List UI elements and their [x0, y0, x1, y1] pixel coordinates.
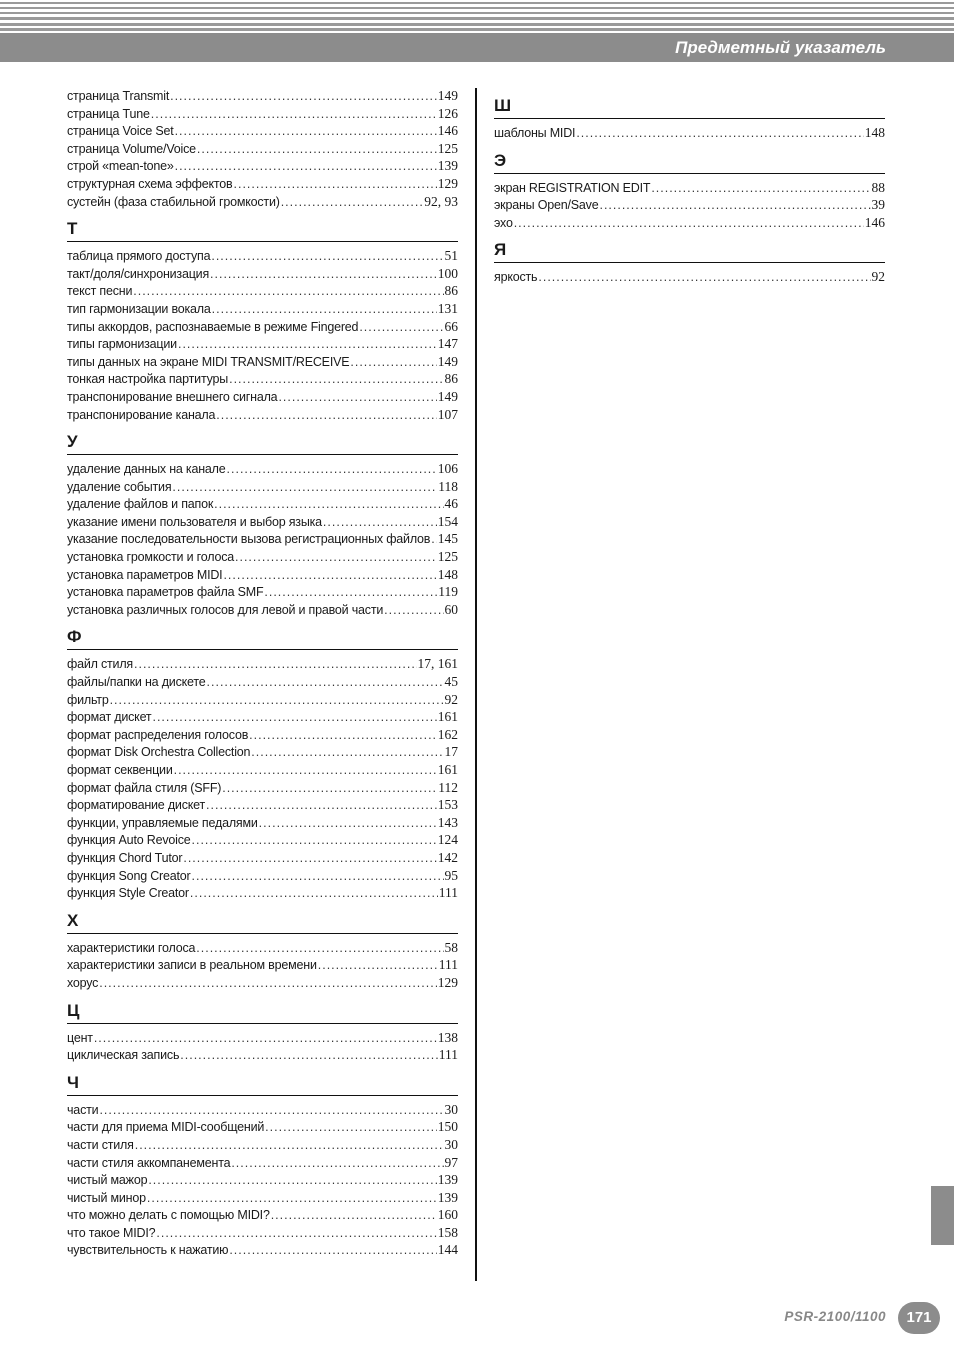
index-entry	[67, 335, 458, 353]
entry-page: 129	[437, 974, 458, 990]
entry-term: цент	[67, 1030, 93, 1045]
section-letter: Ч	[67, 1072, 79, 1092]
entry-page: 17, 161	[417, 656, 458, 672]
dot-leader	[151, 106, 437, 124]
entry-page: 92	[871, 269, 885, 285]
header-stripe	[0, 12, 954, 14]
index-entry	[67, 1118, 458, 1136]
index-entry	[494, 124, 885, 142]
dot-leader	[265, 1119, 437, 1137]
index-entry	[67, 939, 458, 957]
section-letter: Я	[494, 240, 507, 260]
dot-leader	[229, 371, 443, 389]
dot-leader	[251, 744, 443, 762]
index-section	[494, 231, 885, 286]
index-entry	[67, 655, 458, 673]
index-entry	[67, 743, 458, 761]
entry-page: 144	[437, 1242, 458, 1258]
entry-term: строй «mean-tone»	[67, 159, 174, 174]
dot-leader	[235, 549, 437, 567]
dot-leader	[264, 584, 437, 602]
dot-leader	[350, 354, 436, 372]
dot-leader	[323, 514, 437, 532]
entry-page: 92, 93	[424, 193, 458, 209]
index-entry	[67, 796, 458, 814]
index-entry	[67, 779, 458, 797]
index-entry	[67, 1206, 458, 1224]
dot-leader	[197, 141, 437, 159]
section-rule	[67, 649, 458, 650]
entry-page: 131	[437, 300, 458, 316]
entry-term: части для приема MIDI-сообщений	[67, 1120, 265, 1135]
dot-leader	[172, 479, 437, 497]
entry-page: 148	[437, 566, 458, 582]
header-stripe	[0, 23, 954, 26]
entry-page: 111	[438, 885, 458, 901]
entry-term: тип гармонизации вокала	[67, 301, 211, 316]
index-entry	[67, 726, 458, 744]
index-entry	[494, 179, 885, 197]
entry-page: 17	[444, 744, 458, 760]
dot-leader	[216, 407, 436, 425]
dot-leader	[183, 850, 436, 868]
dot-leader	[234, 176, 437, 194]
index-entry	[67, 956, 458, 974]
index-entry	[67, 1029, 458, 1047]
index-entry	[67, 849, 458, 867]
index-entry	[67, 247, 458, 265]
dot-leader	[99, 1102, 443, 1120]
entry-page: 149	[437, 353, 458, 369]
entry-term: установка параметров файла SMF	[67, 585, 264, 600]
entry-term: удаление файлов и папок	[67, 497, 214, 512]
index-entry	[67, 1154, 458, 1172]
index-entry	[494, 196, 885, 214]
entry-term: установка параметров MIDI	[67, 567, 223, 582]
index-entry	[67, 708, 458, 726]
index-entry	[67, 1046, 458, 1064]
entry-page: 118	[438, 478, 458, 494]
entry-term: установка громкости и голоса	[67, 550, 235, 565]
entry-term: функции, управляемые педалями	[67, 815, 258, 830]
index-entry	[67, 974, 458, 992]
dot-leader	[278, 389, 436, 407]
entry-page: 88	[871, 179, 885, 195]
dot-leader	[192, 868, 444, 886]
entry-page: 160	[437, 1207, 458, 1223]
entry-term: типы аккордов, распознаваемые в режиме Fingered	[67, 319, 359, 334]
dot-leader	[170, 88, 437, 106]
index-entry	[67, 566, 458, 584]
index-entry	[67, 318, 458, 336]
entry-page: 154	[437, 513, 458, 529]
section-rule	[494, 118, 885, 119]
dot-leader	[156, 1225, 436, 1243]
entry-term: таблица прямого доступа	[67, 249, 211, 264]
entry-term: страница Voice Set	[67, 124, 174, 139]
index-entry	[67, 831, 458, 849]
index-entry	[67, 193, 458, 211]
dot-leader	[281, 194, 424, 212]
section-letter: Ц	[67, 1000, 80, 1020]
entry-page: 161	[437, 709, 458, 725]
dot-leader	[599, 197, 870, 215]
entry-page: 112	[438, 779, 458, 795]
entry-term: текст песни	[67, 284, 133, 299]
dot-leader	[152, 709, 436, 727]
entry-page: 147	[437, 336, 458, 352]
index-entry	[67, 1101, 458, 1119]
entry-term: файл стиля	[67, 657, 134, 672]
entry-page: 97	[444, 1154, 458, 1170]
entry-page: 86	[444, 371, 458, 387]
index-entry	[67, 548, 458, 566]
dot-leader	[576, 125, 863, 143]
entry-term: формат файла стиля (SFF)	[67, 780, 222, 795]
entry-page: 148	[864, 125, 885, 140]
entry-page: 106	[437, 461, 458, 477]
index-section	[67, 992, 458, 1064]
entry-page: 39	[871, 197, 885, 213]
entry-page: 51	[444, 248, 458, 264]
entry-page: 138	[437, 1029, 458, 1045]
index-section	[67, 902, 458, 992]
index-section	[67, 423, 458, 618]
entry-term: яркость	[494, 270, 538, 285]
index-column-right	[494, 87, 885, 286]
dot-leader	[538, 269, 870, 287]
dot-leader	[223, 567, 436, 585]
page-header	[0, 0, 954, 62]
entry-term: функция Auto Revoice	[67, 833, 191, 848]
index-entry	[67, 122, 458, 140]
dot-leader	[259, 815, 437, 833]
entry-page: 92	[444, 691, 458, 707]
entry-term: формат Disk Orchestra Collection	[67, 745, 251, 760]
index-section	[67, 1064, 458, 1259]
section-rule	[67, 241, 458, 242]
entry-term: фильтр	[67, 692, 109, 707]
entry-term: части	[67, 1102, 99, 1117]
dot-leader	[206, 797, 437, 815]
section-rule	[67, 1023, 458, 1024]
index-entry	[494, 214, 885, 232]
index-entry	[494, 268, 885, 286]
dot-leader	[249, 727, 437, 745]
entry-page: 146	[864, 214, 885, 230]
entry-term: указание последовательности вызова регистрационных файлов	[67, 532, 431, 547]
index-entry	[67, 87, 458, 105]
dot-leader	[212, 301, 437, 319]
entry-page: 149	[437, 388, 458, 404]
entry-page: 126	[437, 105, 458, 121]
index-entry	[67, 370, 458, 388]
section-letter: Т	[67, 219, 78, 239]
dot-leader	[359, 319, 443, 337]
index-entry	[67, 1171, 458, 1189]
entry-page: 119	[438, 584, 458, 600]
entry-term: файлы/папки на дискете	[67, 675, 206, 690]
entry-term: форматирование дискет	[67, 798, 206, 813]
index-entry	[67, 157, 458, 175]
index-entry	[67, 691, 458, 709]
entry-term: формат дискет	[67, 710, 152, 725]
entry-page: 46	[444, 496, 458, 512]
entry-page: 86	[444, 283, 458, 299]
dot-leader	[192, 832, 437, 850]
index-entry	[67, 105, 458, 123]
dot-leader	[99, 975, 437, 993]
entry-page: 139	[437, 158, 458, 174]
dot-leader	[210, 266, 437, 284]
dot-leader	[180, 1047, 437, 1065]
entry-term: чистый мажор	[67, 1173, 148, 1188]
index-entry	[67, 140, 458, 158]
entry-term: что можно делать с помощью MIDI?	[67, 1208, 270, 1223]
entry-term: экран REGISTRATION EDIT	[494, 180, 651, 195]
model-name: PSR-2100/1100	[784, 1309, 886, 1324]
index-entry	[67, 583, 458, 601]
entry-term: функция Chord Tutor	[67, 850, 183, 865]
section-rule	[67, 454, 458, 455]
dot-leader	[231, 1155, 443, 1173]
index-entry	[67, 265, 458, 283]
entry-term: части стиля аккомпанемента	[67, 1155, 231, 1170]
dot-leader	[214, 496, 443, 514]
entry-term: характеристики голоса	[67, 940, 196, 955]
entry-term: части стиля	[67, 1137, 134, 1152]
entry-page: 66	[444, 318, 458, 334]
index-section	[67, 618, 458, 901]
header-stripe	[0, 2, 954, 4]
dot-leader	[190, 885, 438, 903]
index-entry	[67, 388, 458, 406]
entry-page: 142	[437, 849, 458, 865]
entry-page: 111	[438, 1047, 458, 1063]
entry-term: формат секвенции	[67, 763, 173, 777]
entry-page: 143	[437, 814, 458, 830]
dot-leader	[110, 692, 444, 710]
dot-leader	[514, 215, 864, 233]
entry-page: 95	[444, 867, 458, 883]
index-entry	[67, 282, 458, 300]
entry-term: указание имени пользователя и выбор языка	[67, 514, 322, 529]
dot-leader	[431, 531, 437, 549]
entry-term: удаление данных на канале	[67, 462, 226, 477]
index-entry	[67, 867, 458, 885]
dot-leader	[175, 123, 437, 141]
entry-page: 162	[437, 726, 458, 742]
index-entry	[67, 175, 458, 193]
index-entry	[67, 673, 458, 691]
section-tab	[931, 1186, 954, 1245]
entry-page: 158	[437, 1224, 458, 1240]
header-stripe	[0, 17, 954, 20]
section-letter: Х	[67, 910, 79, 930]
index-section	[494, 87, 885, 142]
dot-leader	[196, 940, 443, 958]
dot-leader	[175, 158, 437, 176]
section-letter: Э	[494, 150, 507, 170]
index-entry	[67, 814, 458, 832]
index-entry	[67, 478, 458, 496]
dot-leader	[135, 1137, 444, 1155]
entry-term: страница Tune	[67, 106, 150, 121]
dot-leader	[207, 674, 444, 692]
entry-page: 145	[437, 531, 458, 547]
section-letter: Ф	[67, 627, 82, 647]
entry-page: 107	[437, 406, 458, 422]
entry-page: 30	[444, 1101, 458, 1117]
entry-term: формат распределения голосов	[67, 727, 249, 742]
entry-term: тонкая настройка партитуры	[67, 372, 229, 387]
dot-leader	[227, 461, 437, 479]
entry-page: 124	[437, 832, 458, 848]
index-column-left	[67, 87, 458, 1259]
section-rule	[494, 262, 885, 263]
entry-term: чистый минор	[67, 1190, 146, 1205]
dot-leader	[133, 283, 443, 301]
entry-page: 125	[437, 549, 458, 565]
section-rule	[67, 933, 458, 934]
index-entry	[67, 460, 458, 478]
entry-term: страница Transmit	[67, 89, 170, 103]
index-section	[67, 87, 458, 210]
entry-term: характеристики записи в реальном времени	[67, 958, 317, 973]
dot-leader	[134, 656, 416, 674]
entry-term: чувствительность к нажатию	[67, 1243, 229, 1258]
index-entry	[67, 761, 458, 779]
index-entry	[67, 495, 458, 513]
header-stripe	[0, 28, 954, 31]
entry-term: шаблоны MIDI	[494, 126, 576, 140]
index-entry	[67, 530, 458, 548]
header-stripe	[0, 7, 954, 9]
column-divider	[475, 88, 477, 1281]
page-title: Предметный указатель	[675, 38, 886, 57]
entry-page: 45	[444, 674, 458, 690]
entry-page: 58	[444, 939, 458, 955]
entry-term: удаление события	[67, 479, 172, 494]
entry-page: 146	[437, 123, 458, 139]
dot-leader	[222, 780, 437, 798]
entry-term: функция Style Creator	[67, 886, 189, 901]
index-entry	[67, 1241, 458, 1259]
entry-page: 60	[444, 601, 458, 617]
entry-page: 150	[437, 1119, 458, 1135]
entry-page: 149	[437, 88, 458, 103]
dot-leader	[147, 1190, 437, 1208]
entry-term: типы гармонизации	[67, 337, 177, 352]
dot-leader	[94, 1030, 437, 1048]
dot-leader	[211, 248, 443, 266]
entry-page: 153	[437, 797, 458, 813]
entry-page: 139	[437, 1189, 458, 1205]
entry-page: 30	[444, 1136, 458, 1152]
entry-term: типы данных на экране MIDI TRANSMIT/RECEIVE	[67, 354, 350, 369]
dot-leader	[318, 957, 438, 975]
index-entry	[67, 601, 458, 619]
entry-term: хорус	[67, 975, 99, 990]
index-entry	[67, 1224, 458, 1242]
section-rule	[67, 1095, 458, 1096]
entry-page: 161	[437, 762, 458, 777]
entry-term: функция Song Creator	[67, 868, 191, 883]
entry-term: транспонирование внешнего сигнала	[67, 389, 278, 404]
index-entry	[67, 1189, 458, 1207]
entry-term: такт/доля/синхронизация	[67, 266, 210, 281]
entry-term: циклическая запись	[67, 1048, 180, 1063]
dot-leader	[651, 180, 870, 198]
dot-leader	[229, 1242, 436, 1260]
entry-term: установка различных голосов для левой и правой части	[67, 602, 384, 617]
index-entry	[67, 884, 458, 902]
entry-term: структурная схема эффектов	[67, 176, 233, 191]
entry-term: транспонирование канала	[67, 407, 216, 422]
entry-term: страница Volume/Voice	[67, 141, 196, 156]
entry-page: 100	[437, 265, 458, 281]
index-section	[67, 210, 458, 423]
index-entry	[67, 1136, 458, 1154]
page-number: 171	[898, 1302, 940, 1334]
dot-leader	[174, 762, 437, 780]
entry-page: 129	[437, 175, 458, 191]
index-entry	[67, 353, 458, 371]
entry-term: что такое MIDI?	[67, 1225, 156, 1240]
index-entry	[67, 300, 458, 318]
dot-leader	[148, 1172, 436, 1190]
entry-page: 111	[438, 957, 458, 973]
section-letter: Ш	[494, 96, 512, 115]
section-letter: У	[67, 432, 78, 452]
entry-term: экраны Open/Save	[494, 198, 599, 213]
dot-leader	[384, 602, 443, 620]
entry-page: 125	[437, 140, 458, 156]
dot-leader	[271, 1207, 437, 1225]
entry-page: 139	[437, 1172, 458, 1188]
dot-leader	[178, 336, 437, 354]
section-rule	[494, 173, 885, 174]
index-entry	[67, 513, 458, 531]
index-entry	[67, 406, 458, 424]
entry-term: эхо	[494, 215, 513, 230]
entry-term: сустейн (фаза стабильной громкости)	[67, 194, 280, 209]
index-section	[494, 142, 885, 232]
